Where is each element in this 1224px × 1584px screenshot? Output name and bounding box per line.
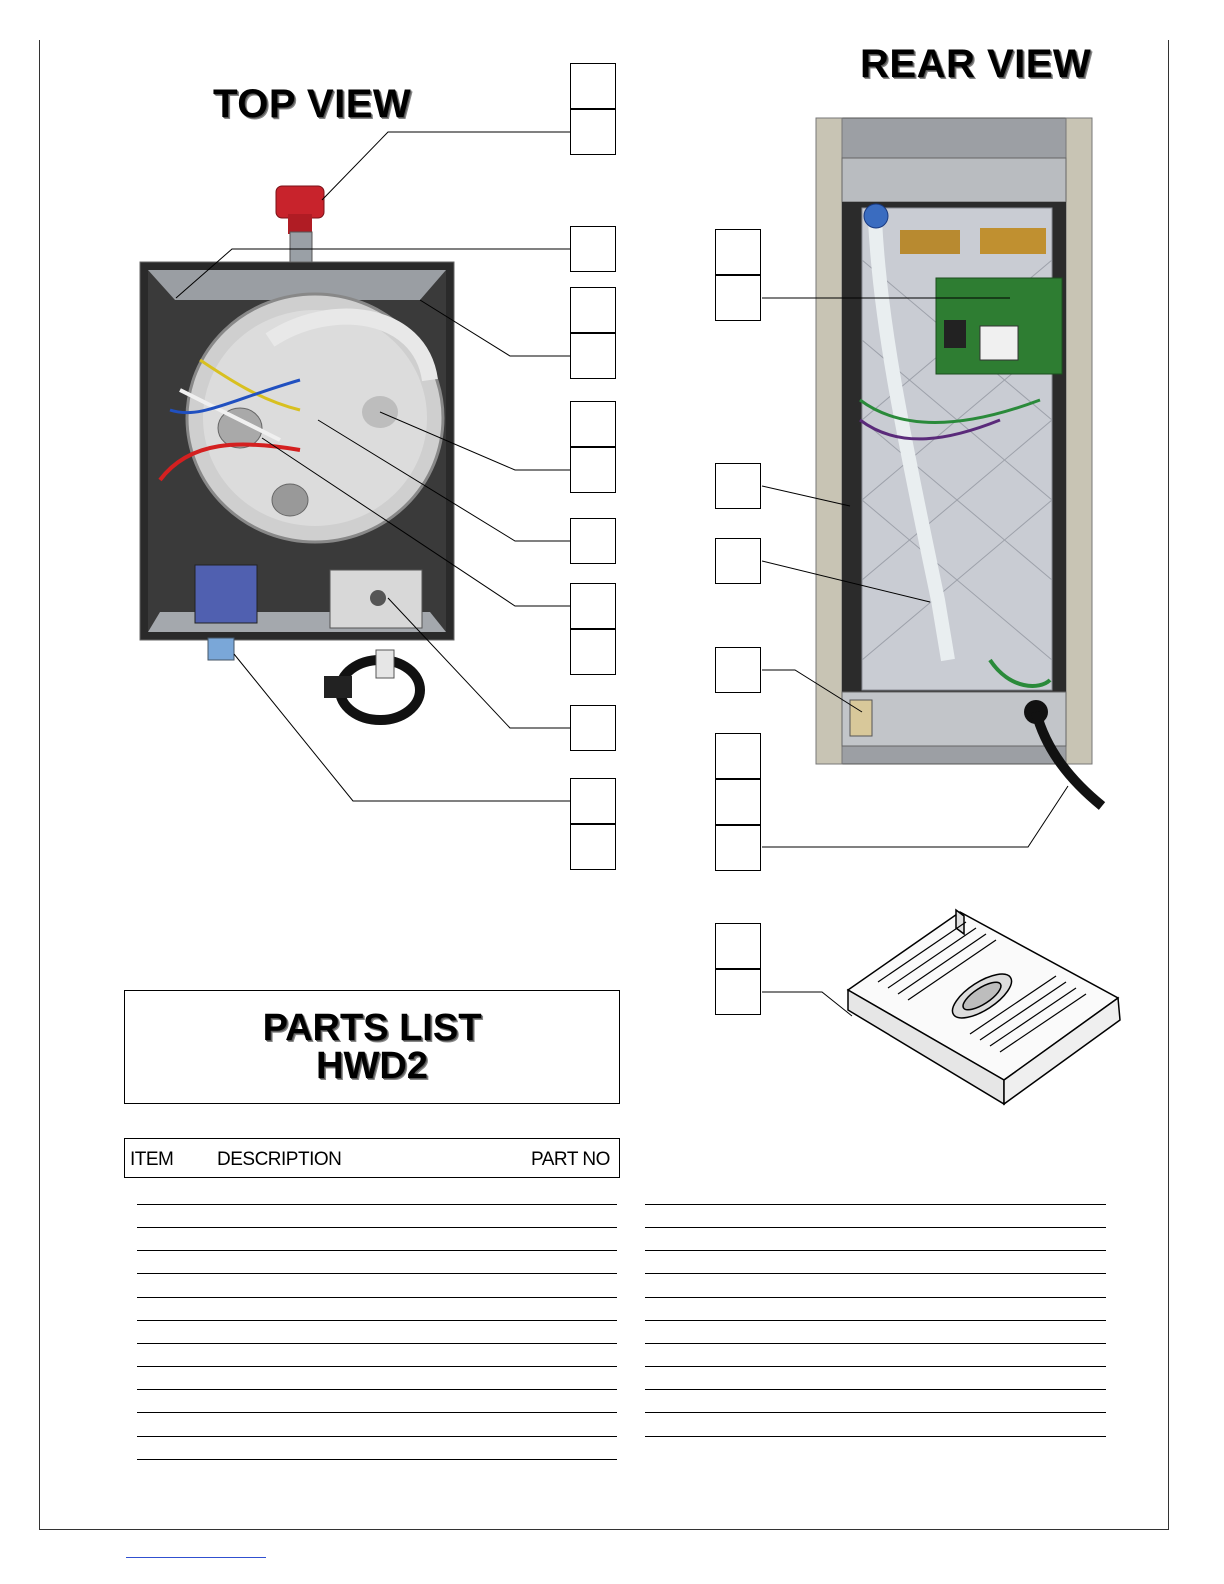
header-part-no: PART NO (531, 1149, 610, 1170)
callout-box (715, 923, 761, 969)
blank-row-line (645, 1297, 1106, 1298)
parts-table-header (124, 1138, 620, 1178)
blank-row-line (137, 1436, 617, 1437)
header-description: DESCRIPTION (217, 1149, 342, 1170)
blank-row-line (645, 1204, 1106, 1205)
blank-row-line (137, 1412, 617, 1413)
blank-row-line (645, 1412, 1106, 1413)
callout-box (570, 518, 616, 564)
blank-row-line (645, 1320, 1106, 1321)
callout-box (570, 333, 616, 379)
header-item: ITEM (130, 1149, 174, 1170)
callout-box (570, 629, 616, 675)
callout-box (570, 705, 616, 751)
callout-box (570, 109, 616, 155)
blank-row-line (137, 1250, 617, 1251)
callout-box (715, 733, 761, 779)
callout-box (570, 226, 616, 272)
blank-row-line (137, 1366, 617, 1367)
drip-tray-drawing (848, 910, 1120, 1104)
blank-row-line (137, 1343, 617, 1344)
top-view-title: TOP VIEW (213, 82, 412, 126)
callout-box (715, 275, 761, 321)
rear-view-title: REAR VIEW (860, 42, 1092, 86)
callout-box (570, 583, 616, 629)
blank-row-line (137, 1273, 617, 1274)
blank-row-line (645, 1436, 1106, 1437)
callout-box (570, 824, 616, 870)
blank-row-line (137, 1389, 617, 1390)
blank-row-line (137, 1320, 617, 1321)
callout-box (570, 401, 616, 447)
callout-box (570, 447, 616, 493)
blank-row-line (137, 1297, 617, 1298)
callout-box (715, 825, 761, 871)
blank-row-line (645, 1366, 1106, 1367)
callout-box (570, 287, 616, 333)
rear-view-photo (816, 118, 1102, 806)
blank-row-line (137, 1227, 617, 1228)
blank-row-line (137, 1459, 617, 1460)
blank-row-line (645, 1389, 1106, 1390)
callout-box (715, 463, 761, 509)
callout-box (715, 538, 761, 584)
callout-box (570, 63, 616, 109)
callout-box (715, 647, 761, 693)
parts-list-title: PARTS LIST (262, 1007, 482, 1049)
callout-box (715, 229, 761, 275)
blank-row-line (137, 1204, 617, 1205)
model-number: HWD2 (316, 1045, 428, 1087)
callout-box (715, 779, 761, 825)
top-view-photo (140, 186, 454, 720)
blank-row-line (645, 1227, 1106, 1228)
callout-box (570, 778, 616, 824)
blank-row-line (645, 1273, 1106, 1274)
parts-list-title-box (124, 990, 620, 1104)
blank-row-line (645, 1250, 1106, 1251)
callout-box (715, 969, 761, 1015)
blank-row-line (645, 1343, 1106, 1344)
